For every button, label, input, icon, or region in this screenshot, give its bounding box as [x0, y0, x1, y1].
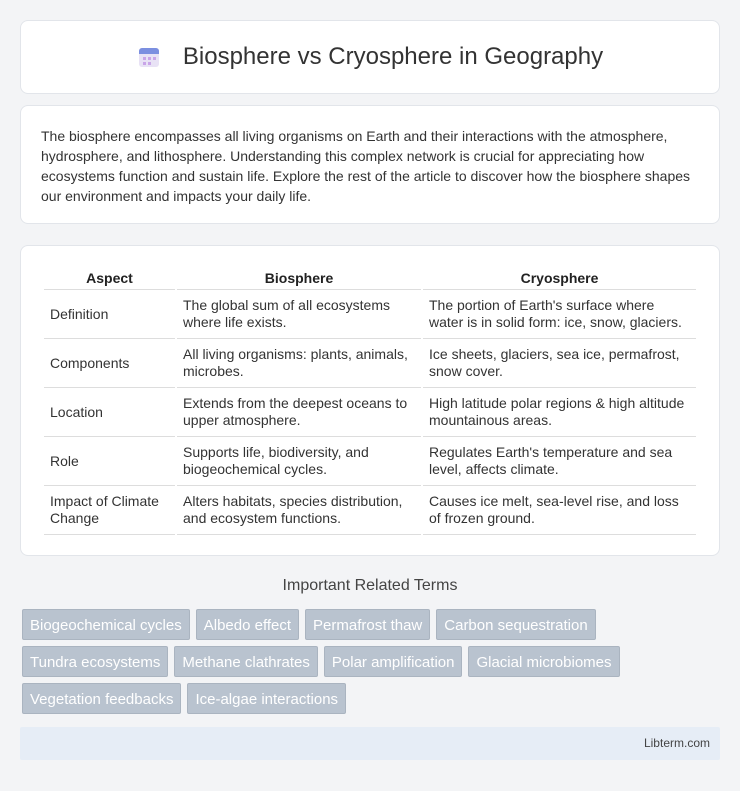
- cell-cryosphere: High latitude polar regions & high altitude mountainous areas.: [423, 388, 696, 437]
- cell-aspect: Impact of Climate Change: [44, 486, 175, 535]
- footer-brand-link[interactable]: Libterm.com: [643, 736, 710, 750]
- header-biosphere: Biosphere: [177, 266, 421, 290]
- term-tag[interactable]: Permafrost thaw: [305, 609, 430, 640]
- term-tag[interactable]: Ice-algae interactions: [187, 683, 346, 714]
- term-tag[interactable]: Polar amplification: [324, 646, 463, 677]
- cell-biosphere: The global sum of all ecosystems where life exists.: [177, 290, 421, 339]
- term-tag[interactable]: Methane clathrates: [174, 646, 318, 677]
- term-tag[interactable]: Glacial microbiomes: [468, 646, 619, 677]
- table-row: [44, 290, 696, 339]
- cell-cryosphere: Regulates Earth's temperature and sea level, affects climate.: [423, 437, 696, 486]
- related-terms-list: [22, 609, 722, 720]
- intro-card: [20, 105, 720, 224]
- term-tag[interactable]: Vegetation feedbacks: [22, 683, 181, 714]
- comparison-table: [42, 266, 698, 535]
- related-terms-heading: Important Related Terms: [282, 577, 458, 594]
- cell-biosphere: Supports life, biodiversity, and biogeochemical cycles.: [177, 437, 421, 486]
- term-tag[interactable]: Biogeochemical cycles: [22, 609, 190, 640]
- cell-biosphere: Extends from the deepest oceans to upper atmosphere.: [177, 388, 421, 437]
- table-row: [44, 437, 696, 486]
- cell-cryosphere: Ice sheets, glaciers, sea ice, permafrost, snow cover.: [423, 339, 696, 388]
- cell-aspect: Role: [44, 437, 175, 486]
- cell-cryosphere: The portion of Earth's surface where water is in solid form: ice, snow, glaciers.: [423, 290, 696, 339]
- cell-aspect: Location: [44, 388, 175, 437]
- header-aspect: Aspect: [44, 266, 175, 290]
- cell-aspect: Components: [44, 339, 175, 388]
- term-tag[interactable]: Albedo effect: [196, 609, 299, 640]
- comparison-table-card: [20, 245, 720, 556]
- intro-text: The biosphere encompasses all living organisms on Earth and their interactions with the atmosphere, hydrosphere, and lithosphere. Understanding this complex network is crucial for appreciating how ecosystems function and sustain life. Explore the rest of the article to discover how the biosphere shapes our environment and impacts your daily life.: [41, 128, 691, 204]
- table-header-row: [44, 266, 696, 290]
- table-row: [44, 486, 696, 535]
- term-tag[interactable]: Tundra ecosystems: [22, 646, 168, 677]
- cell-biosphere: All living organisms: plants, animals, microbes.: [177, 339, 421, 388]
- cell-aspect: Definition: [44, 290, 175, 339]
- page-title: Biosphere vs Cryosphere in Geography: [182, 43, 604, 70]
- table-row: [44, 388, 696, 437]
- footer: [20, 727, 720, 760]
- cell-cryosphere: Causes ice melt, sea-level rise, and loss of frozen ground.: [423, 486, 696, 535]
- table-row: [44, 339, 696, 388]
- term-tag[interactable]: Carbon sequestration: [436, 609, 595, 640]
- title-card: [20, 20, 720, 94]
- header-cryosphere: Cryosphere: [423, 266, 696, 290]
- calendar-icon: [137, 45, 161, 69]
- cell-biosphere: Alters habitats, species distribution, and ecosystem functions.: [177, 486, 421, 535]
